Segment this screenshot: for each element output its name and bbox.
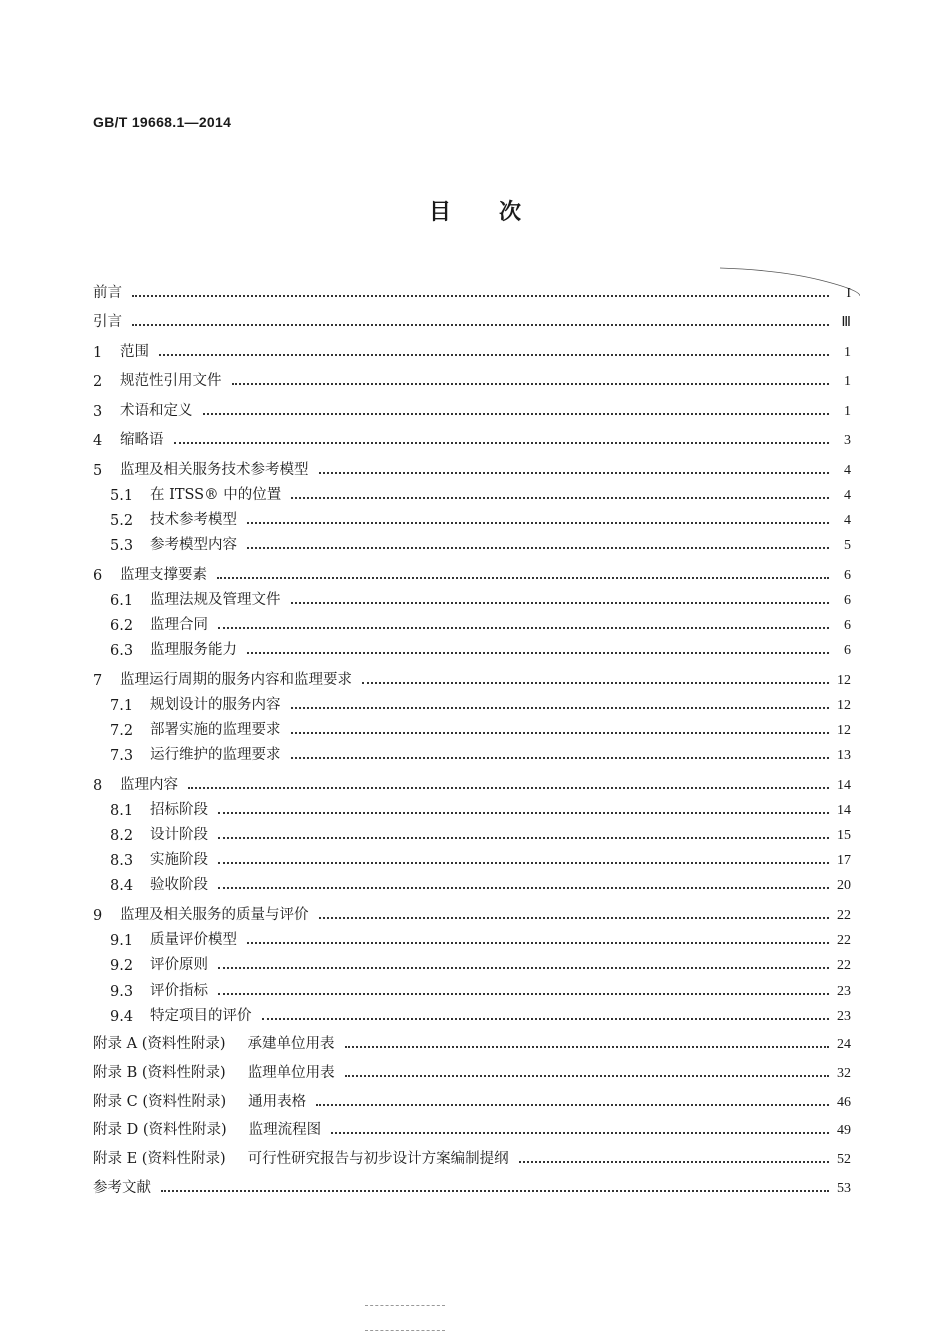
leader-dots — [203, 413, 830, 415]
toc-entry-page: 1 — [844, 374, 851, 389]
leader-dots — [174, 442, 830, 444]
toc-entry-label: 监理法规及管理文件 — [150, 591, 281, 608]
leader-dots — [316, 1104, 829, 1106]
toc-entry-label: 技术参考模型 — [150, 511, 237, 528]
toc-entry-number: 3 — [93, 403, 103, 420]
leader-dots — [161, 1190, 829, 1192]
toc-entry[interactable] — [93, 869, 851, 894]
toc-entry-number: 6.3 — [110, 643, 134, 660]
leader-dots — [362, 682, 829, 684]
toc-entry-label: 监理流程图 — [248, 1122, 322, 1139]
toc-entry[interactable] — [93, 819, 851, 844]
leader-dots — [345, 1046, 829, 1048]
toc-entry-label: 监理服务能力 — [150, 642, 237, 659]
toc-entry-label: 规划设计的服务内容 — [150, 696, 281, 713]
toc-entry-page: 49 — [837, 1123, 851, 1139]
toc-entry-number: 7.2 — [110, 723, 134, 739]
toc-entry-page: 6 — [844, 567, 851, 583]
toc-entry-page: 4 — [844, 487, 851, 503]
toc-entry[interactable] — [93, 479, 851, 504]
toc-entry[interactable] — [93, 764, 851, 794]
toc-entry-page: 12 — [837, 672, 851, 688]
toc-entry-label: 在 ITSS® 中的位置 — [150, 486, 282, 503]
leader-dots — [291, 757, 830, 759]
toc-entry-page: 24 — [837, 1037, 851, 1053]
toc-entry-page: 13 — [837, 748, 851, 764]
table-of-contents — [93, 272, 851, 1197]
toc-entry-label: 范围 — [120, 343, 149, 360]
standard-number: GB/T 19668.1—2014 — [93, 114, 232, 130]
toc-entry-number: 5.1 — [110, 487, 134, 504]
toc-entry-page: 1 — [844, 403, 851, 419]
leader-dots — [247, 652, 829, 654]
toc-entry-label: 评价指标 — [150, 982, 208, 999]
toc-entry-page: 4 — [844, 512, 851, 528]
leader-dots — [159, 354, 829, 356]
toc-entry-page: 22 — [837, 958, 851, 974]
toc-entry-number: 4 — [93, 433, 103, 449]
leader-dots — [218, 837, 829, 839]
toc-entry[interactable] — [93, 894, 851, 924]
leader-dots — [132, 324, 829, 326]
leader-dots — [262, 1018, 830, 1020]
toc-entry-number: 8.1 — [110, 802, 134, 819]
toc-entry-page: 20 — [837, 878, 851, 894]
toc-entry-label: 招标阶段 — [150, 801, 208, 818]
toc-entry-number: 6.2 — [110, 617, 134, 634]
toc-entry-label: 缩略语 — [120, 432, 164, 448]
toc-entry[interactable] — [93, 1000, 851, 1025]
toc-entry-page: 1 — [844, 344, 851, 360]
toc-entry[interactable] — [93, 390, 851, 420]
toc-entry[interactable] — [93, 272, 851, 302]
toc-entry-label: 监理支撑要素 — [120, 566, 207, 583]
toc-entry-number: 6.1 — [110, 592, 134, 609]
toc-entry-label: 规范性引用文件 — [120, 373, 222, 389]
toc-entry-page: 32 — [837, 1066, 851, 1082]
toc-entry-number: 5 — [93, 462, 103, 479]
leader-dots — [331, 1132, 829, 1134]
toc-entry-number: 7.1 — [110, 697, 134, 714]
toc-entry[interactable] — [93, 739, 851, 764]
leader-dots — [188, 787, 829, 789]
toc-entry[interactable] — [93, 844, 851, 869]
toc-entry-page: 14 — [837, 777, 851, 793]
toc-entry-number: 1 — [93, 344, 103, 361]
toc-entry[interactable] — [93, 420, 851, 450]
toc-entry-label: 验收阶段 — [150, 877, 208, 894]
toc-entry[interactable] — [93, 331, 851, 361]
toc-entry-number: 9.4 — [110, 1008, 134, 1025]
toc-entry-label: 监理单位用表 — [247, 1065, 335, 1082]
toc-entry[interactable] — [93, 584, 851, 609]
toc-entry-page: 12 — [837, 697, 851, 713]
toc-entry-page: 52 — [837, 1152, 851, 1168]
toc-entry[interactable] — [93, 529, 851, 554]
toc-entry-label: 部署实施的监理要求 — [150, 722, 281, 738]
leader-dots — [232, 383, 830, 385]
toc-entry-label: 引言 — [93, 314, 122, 330]
toc-entry-label: 质量评价模型 — [150, 932, 237, 949]
leader-dots — [218, 862, 829, 864]
toc-entry-number: 5.3 — [110, 538, 134, 555]
leader-dots — [218, 967, 829, 969]
toc-entry-page: 5 — [844, 538, 851, 554]
leader-dots — [319, 917, 830, 919]
leader-dots — [247, 942, 829, 944]
toc-entry-number: 7.3 — [110, 748, 134, 765]
toc-entry-number: 8.3 — [110, 853, 134, 870]
footer-mark — [365, 1330, 445, 1331]
toc-entry-label: 监理及相关服务的质量与评价 — [120, 906, 309, 923]
toc-entry[interactable] — [93, 1168, 851, 1197]
toc-entry[interactable] — [93, 794, 851, 819]
toc-entry-page: I — [846, 285, 851, 301]
toc-entry-number: 9.3 — [110, 983, 134, 1000]
toc-entry-page: 23 — [837, 1008, 851, 1024]
toc-entry-page: 4 — [844, 462, 851, 478]
toc-entry[interactable] — [93, 554, 851, 584]
toc-entry-page: 23 — [837, 983, 851, 999]
toc-entry-page: 6 — [844, 592, 851, 608]
toc-entry-number: 8 — [93, 777, 103, 794]
toc-entry-label: 评价原则 — [150, 957, 208, 974]
toc-entry-page: 17 — [837, 853, 851, 869]
toc-entry-number: 6 — [93, 567, 103, 584]
toc-entry-number: 附录 D (资料性附录) — [93, 1122, 227, 1139]
toc-entry-page: 46 — [837, 1094, 851, 1110]
toc-entry-page: 53 — [837, 1180, 851, 1196]
toc-entry-label: 参考模型内容 — [150, 537, 237, 554]
toc-entry-page: 6 — [844, 617, 851, 633]
toc-entry-label: 承建单位用表 — [247, 1036, 335, 1053]
toc-entry[interactable] — [93, 1082, 851, 1111]
leader-dots — [291, 707, 830, 709]
toc-entry-page: 15 — [837, 828, 851, 844]
leader-dots — [132, 295, 829, 297]
toc-entry-label: 参考文献 — [93, 1179, 151, 1196]
leader-dots — [218, 887, 829, 889]
leader-dots — [218, 627, 829, 629]
leader-dots — [247, 547, 829, 549]
toc-entry-label: 监理内容 — [120, 776, 178, 793]
toc-entry-number: 9 — [93, 907, 103, 924]
toc-entry[interactable] — [93, 949, 851, 974]
toc-entry[interactable] — [93, 1053, 851, 1082]
toc-entry-number: 8.4 — [110, 878, 134, 895]
toc-entry-page: 6 — [844, 643, 851, 659]
leader-dots — [218, 993, 829, 995]
page-title: 目次 — [428, 199, 569, 225]
toc-entry[interactable] — [93, 1025, 851, 1054]
toc-entry-label: 术语和定义 — [120, 402, 193, 419]
toc-entry-label: 实施阶段 — [150, 852, 208, 869]
toc-entry-label: 可行性研究报告与初步设计方案编制提纲 — [247, 1151, 509, 1168]
footer-mark — [365, 1305, 445, 1306]
toc-entry-page: 12 — [837, 723, 851, 738]
toc-entry[interactable] — [93, 689, 851, 714]
toc-entry-number: 5.2 — [110, 512, 134, 529]
toc-entry[interactable] — [93, 504, 851, 529]
toc-entry-page: 3 — [844, 433, 851, 448]
toc-entry-number: 7 — [93, 672, 103, 689]
toc-entry[interactable] — [93, 609, 851, 634]
toc-entry[interactable] — [93, 974, 851, 999]
leader-dots — [217, 577, 829, 579]
toc-entry[interactable] — [93, 924, 851, 949]
leader-dots — [319, 472, 830, 474]
toc-entry-number: 8.2 — [110, 828, 134, 845]
toc-entry[interactable] — [93, 1111, 851, 1140]
toc-entry-label: 通用表格 — [248, 1093, 307, 1110]
toc-entry-number: 附录 B (资料性附录) — [93, 1065, 226, 1082]
toc-entry[interactable] — [93, 361, 851, 391]
toc-entry[interactable] — [93, 634, 851, 659]
toc-entry-label: 监理合同 — [150, 616, 208, 633]
toc-entry[interactable] — [93, 449, 851, 479]
leader-dots — [291, 602, 830, 604]
toc-entry-label: 特定项目的评价 — [150, 1007, 252, 1024]
leader-dots — [291, 732, 830, 734]
toc-entry-label: 运行维护的监理要求 — [150, 747, 281, 764]
toc-entry-label: 前言 — [93, 284, 122, 301]
leader-dots — [247, 522, 829, 524]
leader-dots — [218, 812, 829, 814]
toc-entry-number: 9.2 — [110, 958, 134, 975]
toc-entry[interactable] — [93, 714, 851, 739]
toc-entry-page: 14 — [837, 802, 851, 818]
toc-entry-label: 设计阶段 — [150, 827, 208, 844]
leader-dots — [345, 1075, 829, 1077]
toc-entry-page: Ⅲ — [841, 315, 851, 330]
toc-entry-page: 22 — [837, 907, 851, 923]
toc-entry-number: 附录 A (资料性附录) — [93, 1036, 226, 1053]
toc-entry-page: 22 — [837, 933, 851, 949]
toc-entry-number: 2 — [93, 374, 103, 390]
leader-dots — [291, 497, 829, 499]
toc-entry-label: 监理及相关服务技术参考模型 — [120, 461, 309, 478]
toc-entry[interactable] — [93, 1139, 851, 1168]
toc-entry-label: 监理运行周期的服务内容和监理要求 — [120, 671, 352, 688]
toc-entry-number: 9.1 — [110, 933, 134, 950]
toc-entry-number: 附录 C (资料性附录) — [93, 1093, 227, 1110]
leader-dots — [519, 1161, 829, 1163]
toc-entry-number: 附录 E (资料性附录) — [93, 1151, 226, 1168]
toc-entry[interactable] — [93, 302, 851, 332]
toc-entry[interactable] — [93, 659, 851, 689]
